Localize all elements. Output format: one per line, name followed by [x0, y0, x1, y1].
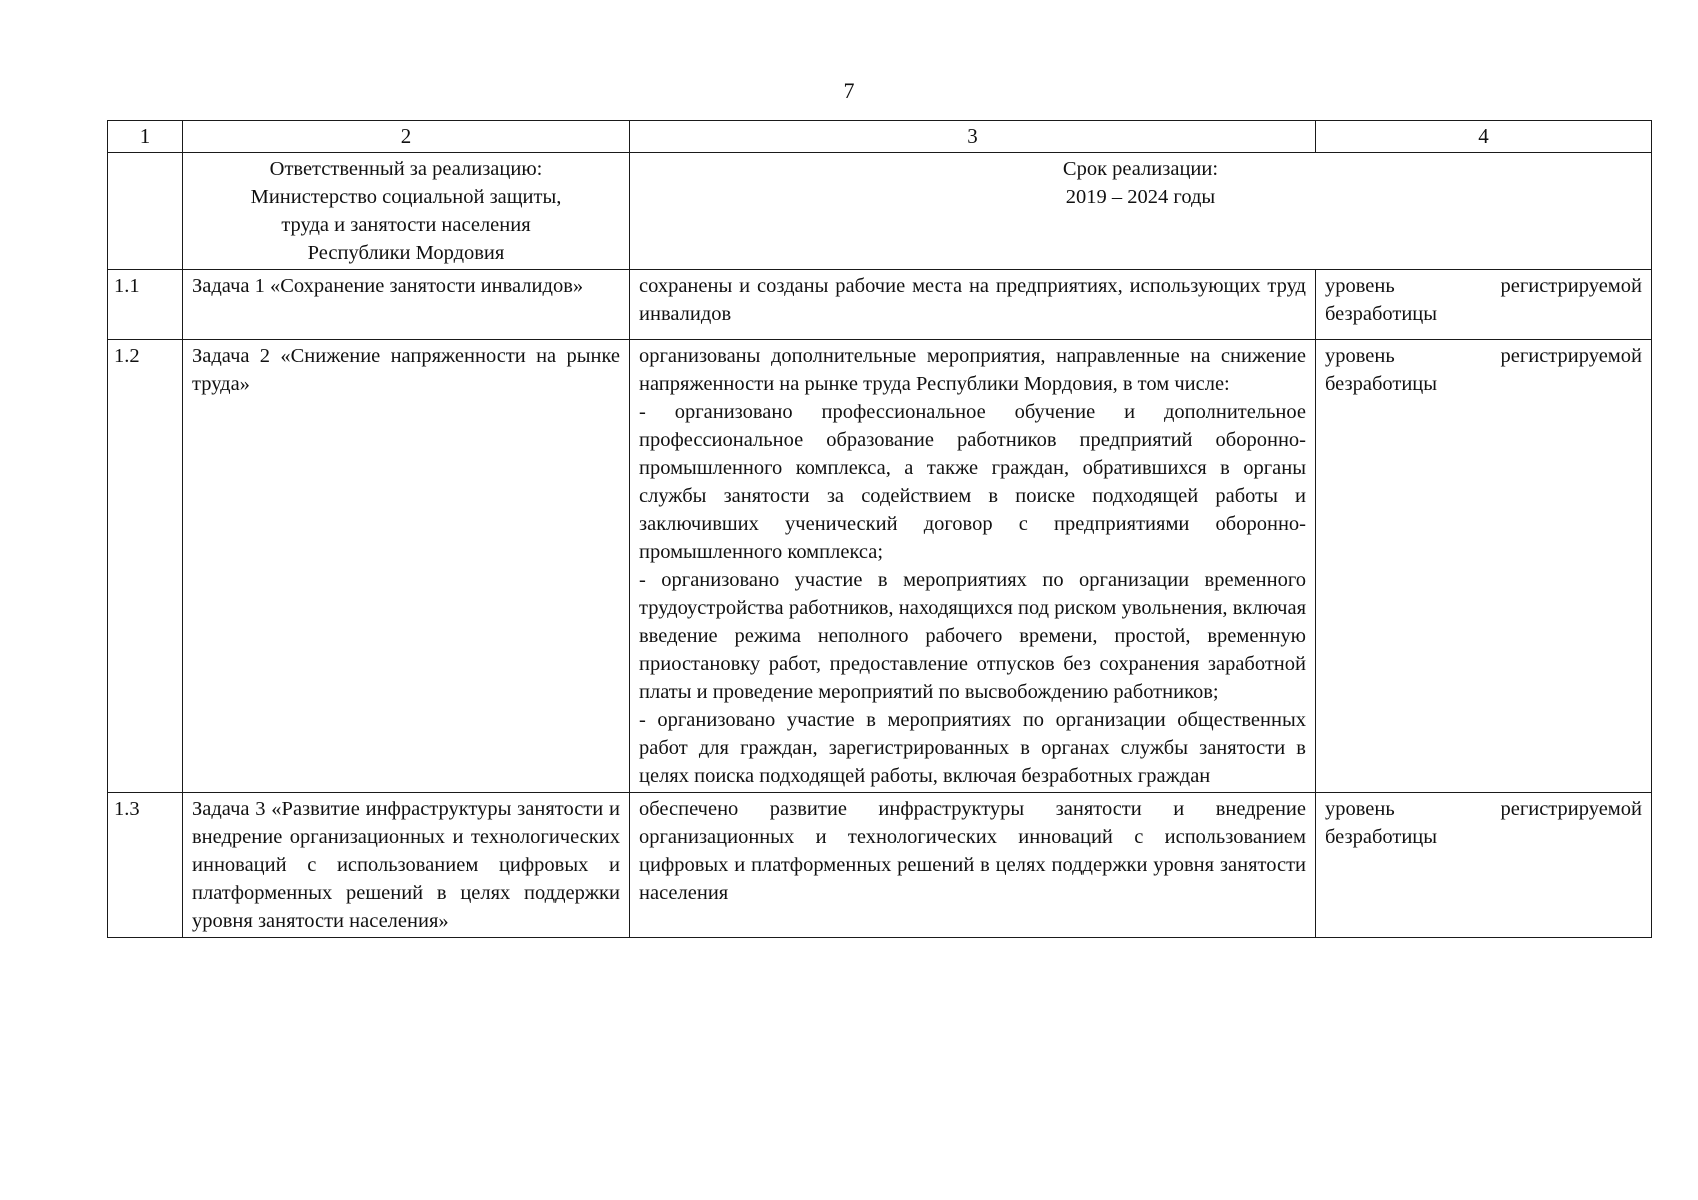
task-cell: Задача 1 «Сохранение занятости инвалидов» — [183, 270, 630, 340]
column-number: 4 — [1316, 121, 1652, 153]
column-number-row — [108, 121, 1652, 153]
task-cell: Задача 2 «Снижение напряженности на рынке труда» — [183, 340, 630, 793]
page-number: 7 — [843, 78, 855, 103]
project-header-row — [108, 153, 1652, 270]
responsible-line: Министерство социальной защиты, — [250, 186, 562, 208]
result-paragraph: - организовано профессиональное обучение и дополнительное профессиональное образование работников предприятий оборонно-промышленного комплекса, а также граждан, обратившихся в органы службы занятости за содействием в поиске подходящей работы и заключивших ученический договор с предприятиями оборонно-промышленного комплекса; — [639, 401, 1306, 563]
column-number: 3 — [630, 121, 1316, 153]
result-paragraph: обеспечено развитие инфраструктуры занятости и внедрение организационных и технологических инноваций с использованием цифровых и платформенных решений в целях поддержки уровня занятости населения — [639, 798, 1306, 904]
empty-cell — [108, 153, 183, 270]
table-row — [108, 270, 1652, 340]
indicator-cell: уровень регистрируемой безработицы — [1316, 270, 1652, 340]
indicator-cell: уровень регистрируемой безработицы — [1316, 793, 1652, 938]
result-paragraph: организованы дополнительные мероприятия, направленные на снижение напряженности на рынке труда Республики Мордовия, в том числе: — [639, 345, 1306, 395]
task-cell: Задача 3 «Развитие инфраструктуры занятости и внедрение организационных и технологических инноваций с использованием цифровых и платформенных решений в целях поддержки уровня занятости населения» — [183, 793, 630, 938]
result-cell — [630, 270, 1316, 340]
responsible-line: Ответственный за реализацию: — [269, 158, 543, 180]
row-index: 1.1 — [108, 270, 183, 340]
result-paragraph: - организовано участие в мероприятиях по организации общественных работ для граждан, зарегистрированных в органах службы занятости в целях поиска подходящей работы, включая безработных граждан — [639, 709, 1306, 787]
indicator-cell: уровень регистрируемой безработицы — [1316, 340, 1652, 793]
responsible-line: Республики Мордовия — [307, 242, 505, 264]
table-row — [108, 793, 1652, 938]
responsible-line: труда и занятости населения — [281, 214, 531, 236]
row-index: 1.2 — [108, 340, 183, 793]
column-number: 2 — [183, 121, 630, 153]
term-cell — [630, 153, 1652, 270]
measures-table — [107, 120, 1652, 938]
term-line: 2019 – 2024 годы — [1065, 186, 1216, 208]
result-paragraph: сохранены и созданы рабочие места на предприятиях, использующих труд инвалидов — [639, 275, 1306, 325]
responsible-cell — [183, 153, 630, 270]
row-index: 1.3 — [108, 793, 183, 938]
result-cell — [630, 793, 1316, 938]
column-number: 1 — [108, 121, 183, 153]
result-cell — [630, 340, 1316, 793]
table-row — [108, 340, 1652, 793]
result-paragraph: - организовано участие в мероприятиях по организации временного трудоустройства работников, находящихся под риском увольнения, включая введение режима неполного рабочего времени, простой, временную приостановку работ, предоставление отпусков без сохранения заработной платы и проведение мероприятий по высвобождению работников; — [639, 569, 1306, 703]
term-line: Срок реализации: — [1062, 158, 1219, 180]
